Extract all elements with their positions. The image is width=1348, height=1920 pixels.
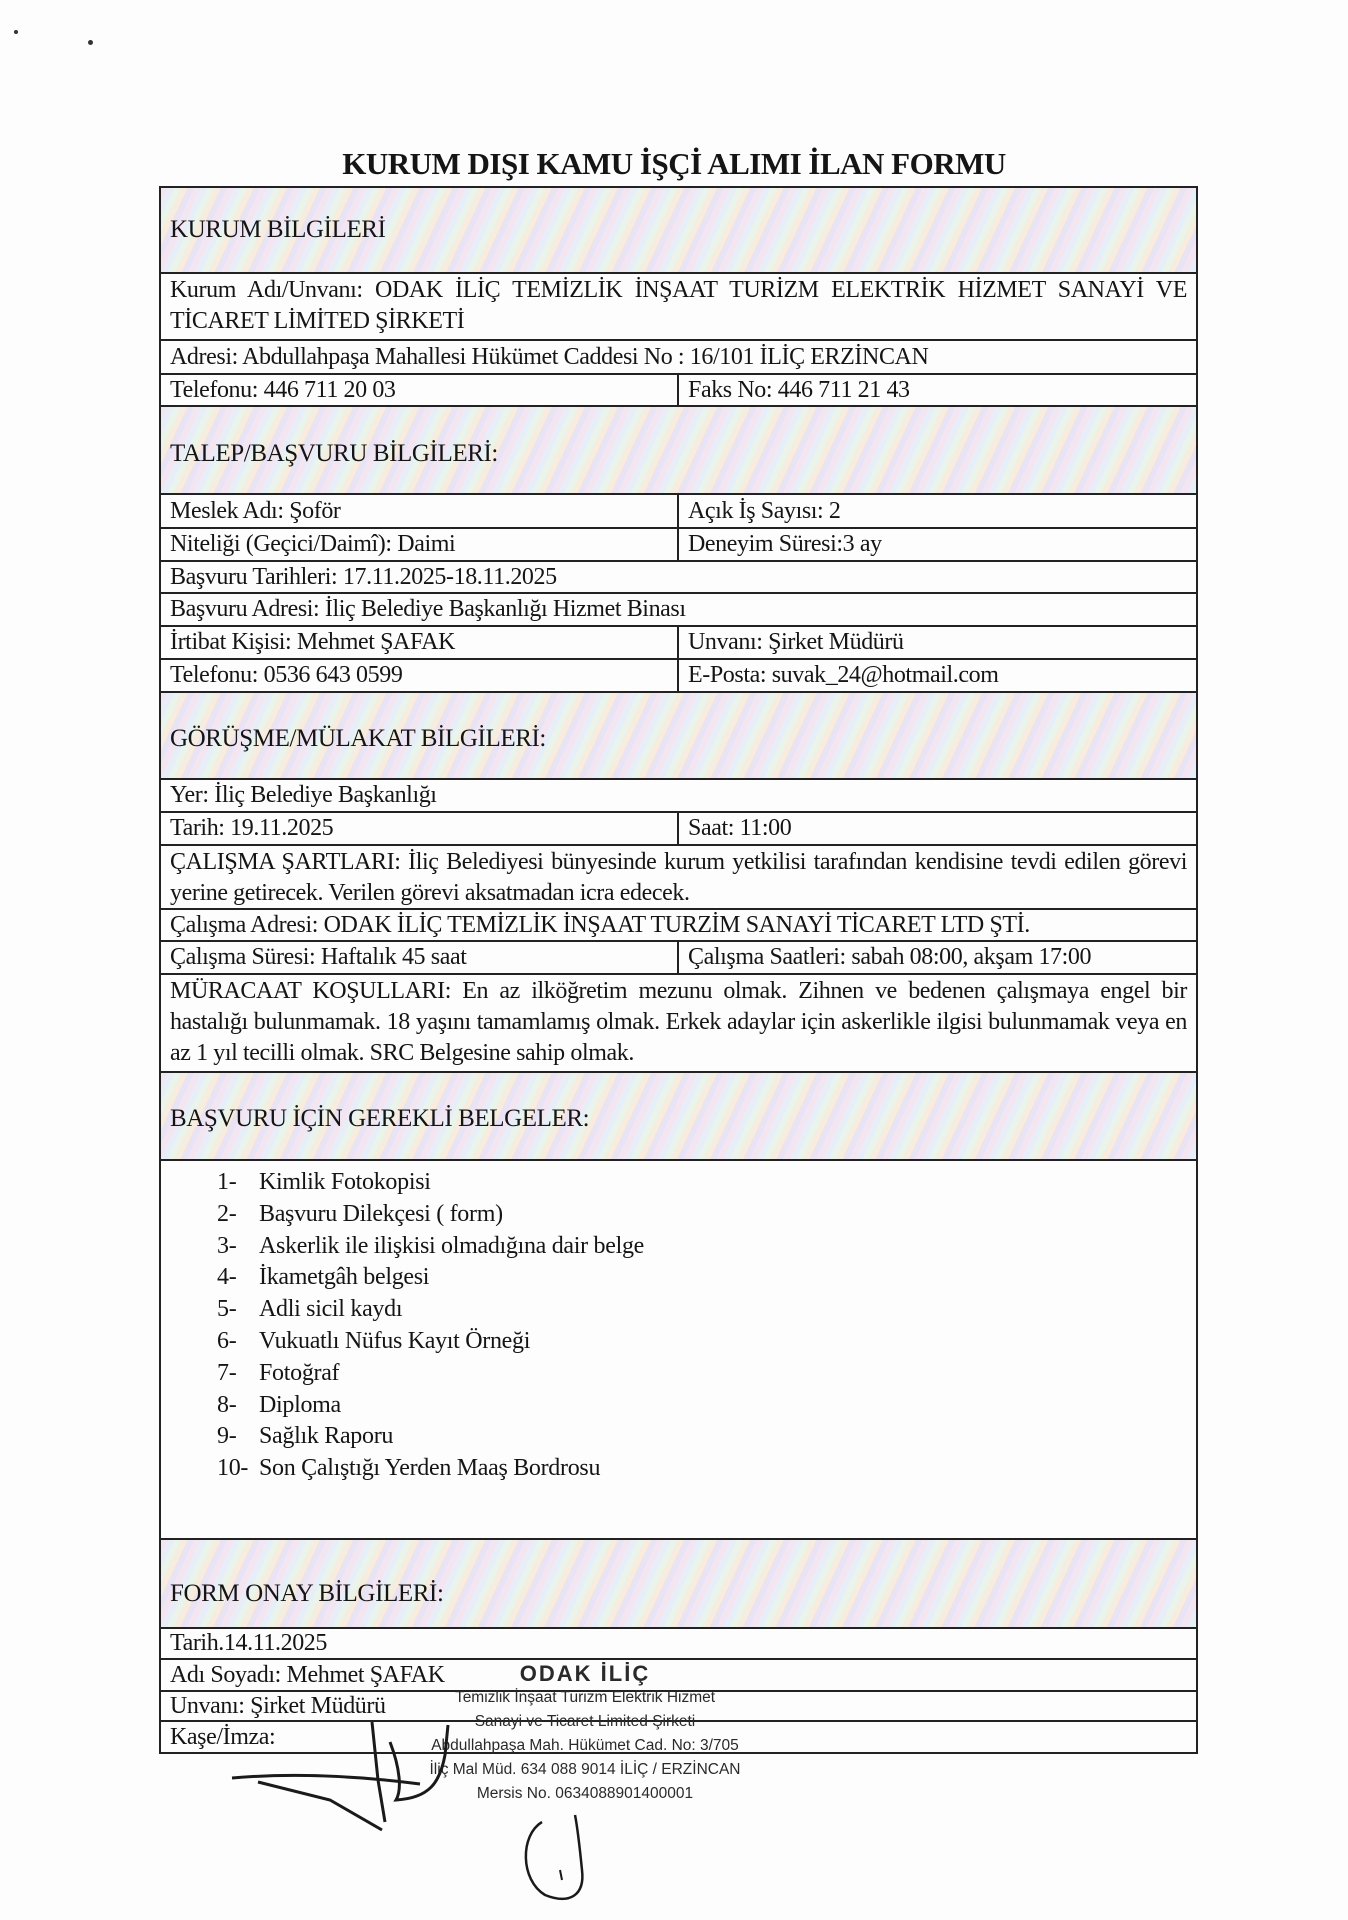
item-number: 1- [217,1169,237,1195]
calisma-saatleri: Çalışma Saatleri: sabah 08:00, akşam 17:00 [688,944,1092,970]
meslek-adi: Meslek Adı: Şoför [161,495,679,527]
section-heading: BAŞVURU İÇİN GEREKLİ BELGELER: [170,1104,590,1132]
gorusme-yer: Yer: İliç Belediye Başkanlığı [170,782,437,808]
stamp-line: Mersis No. 0634088901400001 [476,1785,694,1802]
basvuru-tarihleri: Başvuru Tarihleri: 17.11.2025-18.11.2025 [170,563,557,590]
stamp-line: Temizlik İnşaat Turizm Elektrik Hizmet [454,1689,716,1706]
item-text: Kimlik Fotokopisi [259,1169,431,1195]
irtibat-eposta: E-Posta: suvak_24@hotmail.com [688,662,999,688]
kurum-faks: Faks No: 446 711 21 43 [688,376,910,403]
deneyim-suresi: Deneyim Süresi:3 ay [688,531,882,557]
item-number: 4- [217,1264,237,1291]
calisma-sartlari: ÇALIŞMA ŞARTLARI: İliç Belediyesi bünyesinde kurum yetkilisi tarafından kendisine tevdi edilen görevi yerine getirecek. Verilen görevi aksatmadan icra edecek. [170,849,1187,906]
kase-imza-label: Kaşe/İmza: [170,1723,276,1750]
item-number: 5- [217,1296,237,1323]
section-heading: TALEP/BAŞVURU BİLGİLERİ: [170,439,498,467]
gorusme-tarih: Tarih: 19.11.2025 [161,813,679,844]
item-text: Sağlık Raporu [259,1423,394,1450]
page-title: KURUM DIŞI KAMU İŞÇİ ALIMI İLAN FORMU [342,146,1006,181]
kurum-adres: Adresi: Abdullahpaşa Mahallesi Hükümet Caddesi No : 16/101 İLİÇ ERZİNCAN [170,343,929,370]
acik-is-sayisi: Açık İş Sayısı: 2 [688,497,841,524]
kurum-telefon: Telefonu: 446 711 20 03 [161,375,679,405]
item-number: 10- [217,1455,249,1482]
section-heading: KURUM BİLGİLERİ [170,216,386,243]
item-text: Fotoğraf [259,1359,340,1386]
section-heading: FORM ONAY BİLGİLERİ: [170,1580,444,1607]
basvuru-adresi: Başvuru Adresi: İliç Belediye Başkanlığı Hizmet Binası [170,596,686,622]
item-text: Başvuru Dilekçesi ( form) [259,1200,503,1227]
irtibat-unvan: Unvanı: Şirket Müdürü [688,629,904,655]
onay-adi-soyadi: Adı Soyadı: Mehmet ŞAFAK [170,1661,445,1688]
stamp-line: Abdullahpaşa Mah. Hükümet Cad. No: 3/705 [431,1737,739,1754]
item-number: 7- [217,1359,237,1386]
calisma-suresi: Çalışma Süresi: Haftalık 45 saat [161,942,679,973]
item-number: 3- [217,1232,237,1259]
item-text: Adli sicil kaydı [259,1296,403,1323]
stamp-line: Sanayi ve Ticaret Limited Şirketi [474,1713,696,1730]
onay-tarih: Tarih.14.11.2025 [170,1630,328,1656]
item-number: 2- [217,1200,237,1227]
section-heading: GÖRÜŞME/MÜLAKAT BİLGİLERİ: [170,725,546,752]
muracaat-kosullari: MÜRACAAT KOŞULLARI: En az ilköğretim mezunu olmak. Zihnen ve bedenen çalışmaya engel bir hastalığı bulunmamak. 18 yaşını tamamlamış olmak. Erkek adaylar için askerlikle ilgisi bulunmamak veya en az 1 yıl tecilli olmak. SRC Belgesine sahip olmak. [170,978,1187,1066]
gorusme-saat: Saat: 11:00 [688,815,792,841]
niteligi: Niteliği (Geçici/Daimî): Daimi [161,529,679,560]
stamp-line: ODAK İLİÇ [519,1661,651,1686]
stamp-line: İliç Mal Müd. 634 088 9014 İLİÇ / ERZİNCAN [429,1761,741,1778]
onay-unvan: Unvanı: Şirket Müdürü [170,1692,386,1719]
item-text: Diploma [259,1391,341,1418]
item-number: 9- [217,1423,237,1450]
item-text: Son Çalıştığı Yerden Maaş Bordrosu [259,1455,601,1482]
irtibat-telefon: Telefonu: 0536 643 0599 [161,660,679,691]
item-number: 6- [217,1327,237,1354]
item-number: 8- [217,1391,237,1418]
calisma-adresi: Çalışma Adresi: ODAK İLİÇ TEMİZLİK İNŞAAT TURZİM SANAYİ TİCARET LTD ŞTİ. [170,911,1030,938]
item-text: Vukuatlı Nüfus Kayıt Örneği [259,1327,531,1354]
item-text: Askerlik ile ilişkisi olmadığına dair belge [259,1232,645,1259]
kurum-adi: Kurum Adı/Unvanı: ODAK İLİÇ TEMİZLİK İNŞAAT TURİZM ELEKTRİK HİZMET SANAYİ VE TİCARET LİMİTED ŞİRKETİ [170,277,1187,334]
item-text: İkametgâh belgesi [259,1264,430,1291]
irtibat-kisisi: İrtibat Kişisi: Mehmet ŞAFAK [161,627,679,658]
